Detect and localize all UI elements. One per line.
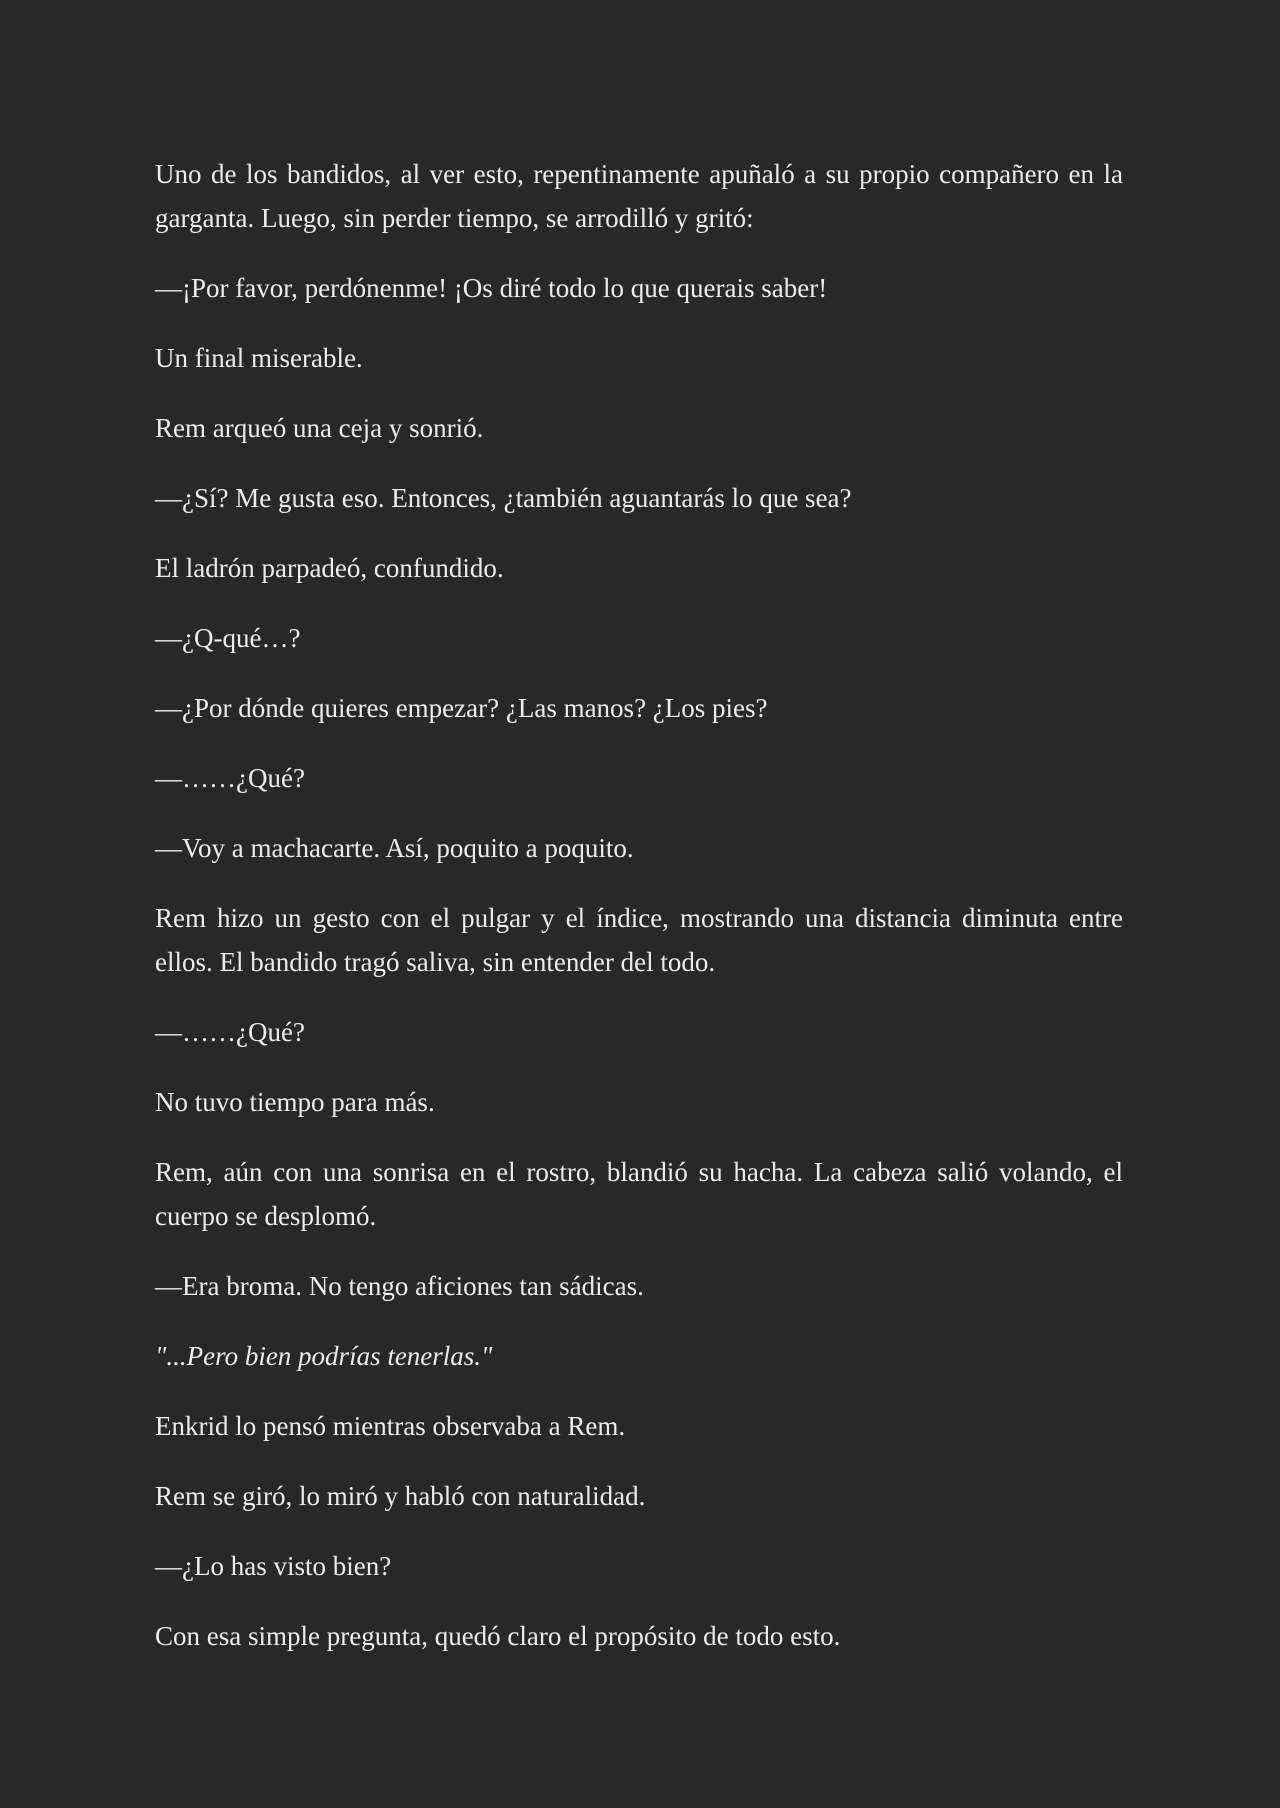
thought-paragraph: "...Pero bien podrías tenerlas."	[155, 1341, 493, 1371]
paragraph: —¿Q-qué…?	[155, 623, 301, 653]
paragraph: Rem arqueó una ceja y sonrió.	[155, 413, 484, 443]
paragraph: —……¿Qué?	[155, 1017, 305, 1047]
paragraph: Con esa simple pregunta, quedó claro el propósito de todo esto.	[155, 1621, 841, 1651]
paragraph: —Voy a machacarte. Así, poquito a poquito.	[155, 833, 634, 863]
paragraph: Rem se giró, lo miró y habló con naturalidad.	[155, 1481, 646, 1511]
paragraph: —¡Por favor, perdónenme! ¡Os diré todo lo que querais saber!	[155, 273, 828, 303]
paragraph: Rem, aún con una sonrisa en el rostro, blandió su hacha. La cabeza salió volando, el cuerpo se desplomó.	[155, 1157, 1123, 1231]
paragraph: —¿Por dónde quieres empezar? ¿Las manos? ¿Los pies?	[155, 693, 768, 723]
paragraph: —……¿Qué?	[155, 763, 305, 793]
paragraph: Enkrid lo pensó mientras observaba a Rem.	[155, 1411, 626, 1441]
paragraph: El ladrón parpadeó, confundido.	[155, 553, 504, 583]
paragraph: Un final miserable.	[155, 343, 363, 373]
paragraph: No tuvo tiempo para más.	[155, 1087, 435, 1117]
reading-pane	[155, 152, 1123, 1684]
paragraph: —¿Sí? Me gusta eso. Entonces, ¿también aguantarás lo que sea?	[155, 483, 852, 513]
paragraph: Uno de los bandidos, al ver esto, repentinamente apuñaló a su propio compañero en la garganta. Luego, sin perder tiempo, se arrodilló y gritó:	[155, 159, 1123, 233]
paragraph: —¿Lo has visto bien?	[155, 1551, 392, 1581]
paragraph: —Era broma. No tengo aficiones tan sádicas.	[155, 1271, 644, 1301]
paragraph: Rem hizo un gesto con el pulgar y el índice, mostrando una distancia diminuta entre ellos. El bandido tragó saliva, sin entender del todo.	[155, 903, 1123, 977]
